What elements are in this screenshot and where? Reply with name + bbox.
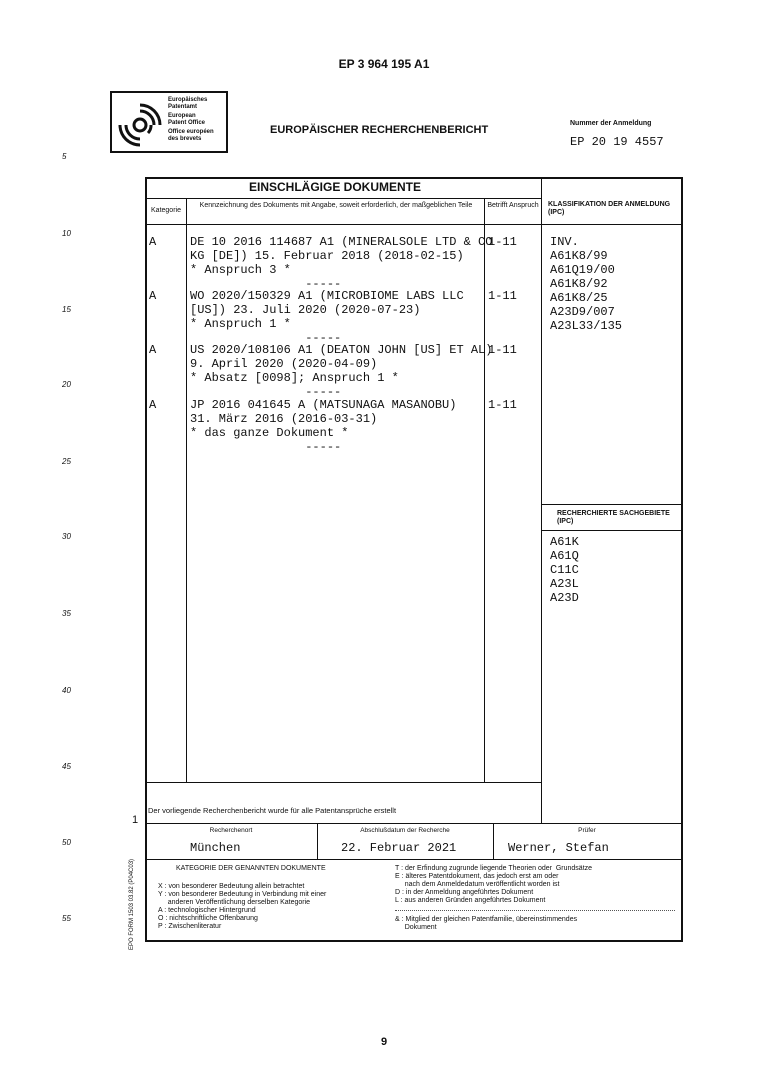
line-number: 50 [62,838,71,847]
category-legend-right: T : der Erfindung zugrunde liegende Theorien oder Grundsätze E : älteres Patentdokument, das jedoch erst am oder nach dem Anmeldedatum veröffentlicht worden ist D : in der Anmeldung angeführtes Dokument L : aus anderen Gründen angeführtes Dokument [395,865,593,904]
table-row-citation: US 2020/108106 A1 (DEATON JOHN [US] ET AL) 9. April 2020 (2020-04-09) * Absatz [0098]; Anspruch 1 * ----- [190,343,493,399]
table-row-claims: 1-11 [488,343,517,357]
searched-fields-label: RECHERCHIERTE SACHGEBIETE (IPC) [557,510,670,525]
line-number: 10 [62,229,71,238]
logo-line: Europäisches [168,97,208,103]
epo-logo-text [168,97,214,143]
table-row-category: A [149,235,157,249]
column-header-citation: Kennzeichnung des Dokuments mit Angabe, soweit erforderlich, der maßgeblichen Teile [199,202,473,209]
logo-line: Office européen [168,129,214,135]
classification-codes: INV. A61K8/99 A61Q19/00 A61K8/92 A61K8/25 A23D9/007 A23L33/135 [550,235,623,333]
page-number: 9 [380,1036,388,1048]
searched-fields-codes: A61K A61Q C11C A23L A23D [550,535,579,605]
margin-number: 1 [132,814,139,826]
report-title: EUROPÄISCHER RECHERCHENBERICHT [270,124,489,136]
application-number-label: Nummer der Anmeldung [570,120,652,127]
epo-emblem-icon [118,99,166,147]
line-number: 45 [62,762,71,771]
logo-line: Patent Office [168,120,206,126]
publication-number: EP 3 964 195 A1 [338,57,430,71]
table-row-citation: WO 2020/150329 A1 (MICROBIOME LABS LLC [US]) 23. Juli 2020 (2020-07-23) * Anspruch 1 * ----- [190,289,464,345]
date-label: Abschlußdatum der Recherche [360,827,450,834]
table-row-citation: DE 10 2016 114687 A1 (MINERALSOLE LTD & CO KG [DE]) 15. Februar 2018 (2018-02-15) * Anspruch 3 * ----- [190,235,493,291]
column-header-classification: KLASSIFIKATION DER ANMELDUNG (IPC) [548,201,671,216]
table-row-claims: 1-11 [488,398,517,412]
date-value: 22. Februar 2021 [341,841,457,855]
line-number: 20 [62,380,71,389]
place-label: Recherchenort [209,827,253,834]
line-number: 5 [62,152,67,161]
table-row-category: A [149,289,157,303]
table-row-category: A [149,398,157,412]
column-header-claims: Betrifft Anspruch [487,202,539,209]
column-header-category: Kategorie [151,207,181,214]
form-code: EPO FORM 1503 03.82 (P04C03) [129,858,135,950]
line-number: 35 [62,609,71,618]
examiner-value: Werner, Stefan [508,841,609,855]
table-row-category: A [149,343,157,357]
line-number: 30 [62,532,71,541]
line-number: 55 [62,914,71,923]
line-number: 25 [62,457,71,466]
logo-line: Patentamt [168,104,198,110]
place-value: München [190,841,241,855]
line-number: 40 [62,686,71,695]
epo-logo [110,91,228,153]
table-row-citation: JP 2016 041645 A (MATSUNAGA MASANOBU) 31. März 2016 (2016-03-31) * das ganze Dokument * ----- [190,398,457,454]
section-title: EINSCHLÄGIGE DOKUMENTE [248,180,421,194]
examiner-label: Prüfer [578,827,596,834]
logo-line: European [168,113,196,119]
logo-line: des brevets [168,136,202,142]
table-row-claims: 1-11 [488,235,517,249]
category-legend-family: & : Mitglied der gleichen Patentfamilie, übereinstimmendes Dokument [395,916,578,931]
table-row-claims: 1-11 [488,289,517,303]
line-number: 15 [62,305,71,314]
application-number: EP 20 19 4557 [570,135,664,149]
category-legend-title: KATEGORIE DER GENANNTEN DOKUMENTE [176,865,326,872]
category-legend-left: X : von besonderer Bedeutung allein betrachtet Y : von besonderer Bedeutung in Verbindung mit einer anderen Veröffentlichung derselben Kategorie A : technologischer Hintergrund O : nichtschriftliche Offenbarung P : Zwischenliteratur [158,883,327,930]
drawn-up-statement: Der vorliegende Recherchenbericht wurde für alle Patentansprüche erstellt [148,806,397,815]
